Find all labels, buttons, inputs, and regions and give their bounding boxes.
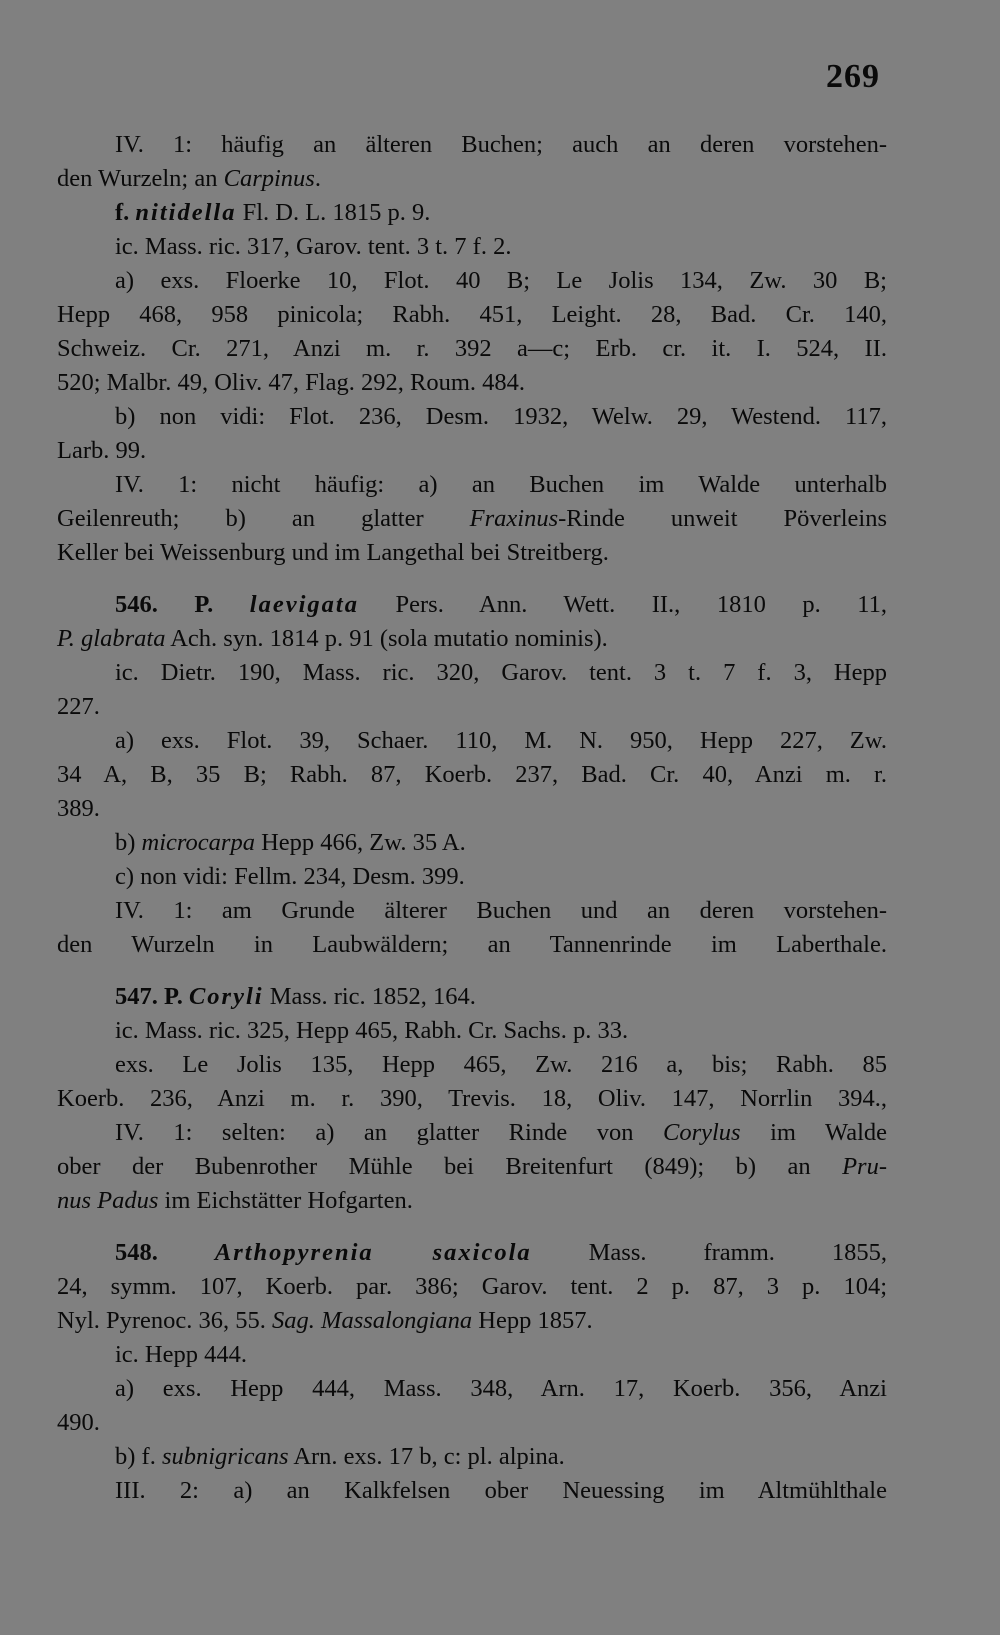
text-segment: im Eichstätter Hofgarten. [158, 1187, 413, 1214]
text-line [57, 1082, 887, 1116]
text-segment: ic. Mass. ric. 325, Hepp 465, Rabh. Cr. Sachs. p. 33. [115, 1017, 629, 1044]
text-line [57, 588, 887, 622]
text-segment: Hepp 466, Zw. 35 A. [254, 829, 466, 856]
text-line [57, 758, 887, 792]
text-segment: exs. Le Jolis 135, Hepp 465, Zw. 216 a, bis; Rabh. 85 [115, 1051, 887, 1078]
text-line [57, 690, 887, 724]
text-segment: Geilenreuth; b) an glatter [57, 505, 470, 532]
text-segment: -Rinde unweit Pöverleins [558, 505, 887, 532]
text-segment: Nyl. Pyrenoc. 36, 55. [57, 1307, 273, 1334]
text-segment: c) non vidi: Fellm. 234, Desm. 399. [115, 863, 465, 890]
text-segment: b) [115, 829, 142, 856]
text-segment: im Walde [740, 1119, 888, 1146]
text-segment: subnigricans [161, 1443, 289, 1470]
text-segment: b) non vidi: Flot. 236, Desm. 1932, Welw. 29, Westend. 117, [115, 403, 887, 430]
text-line [57, 502, 887, 536]
section-gap [57, 570, 887, 588]
text-segment: nus Padus [57, 1187, 159, 1214]
text-segment: a) exs. Flot. 39, Schaer. 110, M. N. 950, Hepp 227, Zw. [115, 727, 887, 754]
text-line [57, 928, 887, 962]
text-segment: nitidella [135, 199, 237, 226]
text-segment: 227. [57, 693, 100, 720]
text-line [57, 1014, 887, 1048]
text-segment: Pru- [842, 1153, 887, 1180]
text-segment: Corylus [662, 1119, 741, 1146]
text-line [57, 1338, 887, 1372]
text-line [57, 536, 887, 570]
text-line [57, 1270, 887, 1304]
text-segment: Larb. 99. [57, 437, 147, 464]
text-segment: 389. [57, 795, 100, 822]
text-line [57, 1304, 887, 1338]
text-line [57, 332, 887, 366]
text-segment: f. [115, 199, 136, 226]
page-text [57, 128, 887, 1508]
text-segment: Carpinus [223, 165, 315, 192]
text-line [57, 1116, 887, 1150]
text-segment: Coryli [188, 983, 264, 1010]
text-segment: ic. Mass. ric. 317, Garov. tent. 3 t. 7 f. 2. [115, 233, 512, 260]
text-line [57, 230, 887, 264]
text-segment: Mass. ric. 1852, 164. [263, 983, 476, 1010]
text-segment: IV. 1: häufig an älteren Buchen; auch an deren vorstehen- [115, 131, 887, 158]
text-line [57, 622, 887, 656]
text-line [57, 1150, 887, 1184]
text-line [57, 1474, 887, 1508]
text-segment: Keller bei Weissenburg und im Langethal bei Streitberg. [57, 539, 609, 566]
text-segment: Fraxinus [469, 505, 559, 532]
text-segment: a) exs. Hepp 444, Mass. 348, Arn. 17, Koerb. 356, Anzi [115, 1375, 887, 1402]
text-line [57, 656, 887, 690]
text-line [57, 434, 887, 468]
text-segment: Arthopyrenia saxicola [214, 1239, 532, 1266]
text-line [57, 1048, 887, 1082]
text-segment: IV. 1: selten: a) an glatter Rinde von [115, 1119, 663, 1146]
text-segment: 548. [115, 1239, 215, 1266]
text-line [57, 128, 887, 162]
text-line [57, 400, 887, 434]
text-segment: ic. Dietr. 190, Mass. ric. 320, Garov. tent. 3 t. 7 f. 3, Hepp [115, 659, 887, 686]
text-segment: Koerb. 236, Anzi m. r. 390, Trevis. 18, Oliv. 147, Norrlin 394., [57, 1085, 887, 1112]
text-line [57, 1236, 887, 1270]
text-segment: ober der Bubenrother Mühle bei Breitenfurt (849); b) an [57, 1153, 843, 1180]
text-segment: Hepp 468, 958 pinicola; Rabh. 451, Leight. 28, Bad. Cr. 140, [57, 301, 887, 328]
text-line [57, 860, 887, 894]
text-segment: microcarpa [141, 829, 255, 856]
text-segment: 490. [57, 1409, 100, 1436]
text-segment: IV. 1: am Grunde älterer Buchen und an deren vorstehen- [115, 897, 887, 924]
text-line [57, 468, 887, 502]
text-segment: 546. P. [115, 591, 250, 618]
text-segment: a) exs. Floerke 10, Flot. 40 B; Le Jolis 134, Zw. 30 B; [115, 267, 887, 294]
text-line [57, 1184, 887, 1218]
text-line [57, 366, 887, 400]
text-line [57, 298, 887, 332]
text-segment: laevigata [249, 591, 359, 618]
text-segment: 34 A, B, 35 B; Rabh. 87, Koerb. 237, Bad. Cr. 40, Anzi m. r. [57, 761, 887, 788]
text-segment: P. glabrata [57, 625, 166, 652]
text-segment: 547. P. [115, 983, 189, 1010]
text-segment: Pers. Ann. Wett. II., 1810 p. 11, [358, 591, 887, 618]
text-segment: b) f. [115, 1443, 162, 1470]
text-segment: ic. Hepp 444. [115, 1341, 247, 1368]
text-segment: IV. 1: nicht häufig: a) an Buchen im Walde unterhalb [115, 471, 887, 498]
text-segment: 520; Malbr. 49, Oliv. 47, Flag. 292, Roum. 484. [57, 369, 526, 396]
text-line [57, 264, 887, 298]
text-line [57, 1406, 887, 1440]
page-number: 269 [826, 58, 880, 95]
text-line [57, 196, 887, 230]
text-segment: Mass. framm. 1855, [531, 1239, 887, 1266]
text-line [57, 894, 887, 928]
section-gap [57, 962, 887, 980]
text-line [57, 1440, 887, 1474]
text-segment: Arn. exs. 17 b, c: pl. alpina. [288, 1443, 565, 1470]
section-gap [57, 1218, 887, 1236]
text-segment: den Wurzeln; an [57, 165, 224, 192]
text-segment: Sag. Massalongiana [272, 1307, 473, 1334]
text-segment: Ach. syn. 1814 p. 91 (sola mutatio nominis). [165, 625, 608, 652]
text-line [57, 792, 887, 826]
text-line [57, 1372, 887, 1406]
text-line [57, 826, 887, 860]
text-line [57, 980, 887, 1014]
text-segment: 24, symm. 107, Koerb. par. 386; Garov. tent. 2 p. 87, 3 p. 104; [57, 1273, 887, 1300]
text-segment: Hepp 1857. [472, 1307, 593, 1334]
text-line [57, 162, 887, 196]
text-line [57, 724, 887, 758]
text-segment: den Wurzeln in Laubwäldern; an Tannenrinde im Laberthale. [57, 931, 887, 958]
text-segment: . [314, 165, 321, 192]
text-segment: Fl. D. L. 1815 p. 9. [236, 199, 431, 226]
text-segment: III. 2: a) an Kalkfelsen ober Neuessing im Altmühlthale [115, 1477, 887, 1504]
text-segment: Schweiz. Cr. 271, Anzi m. r. 392 a—c; Erb. cr. it. I. 524, II. [57, 335, 887, 362]
